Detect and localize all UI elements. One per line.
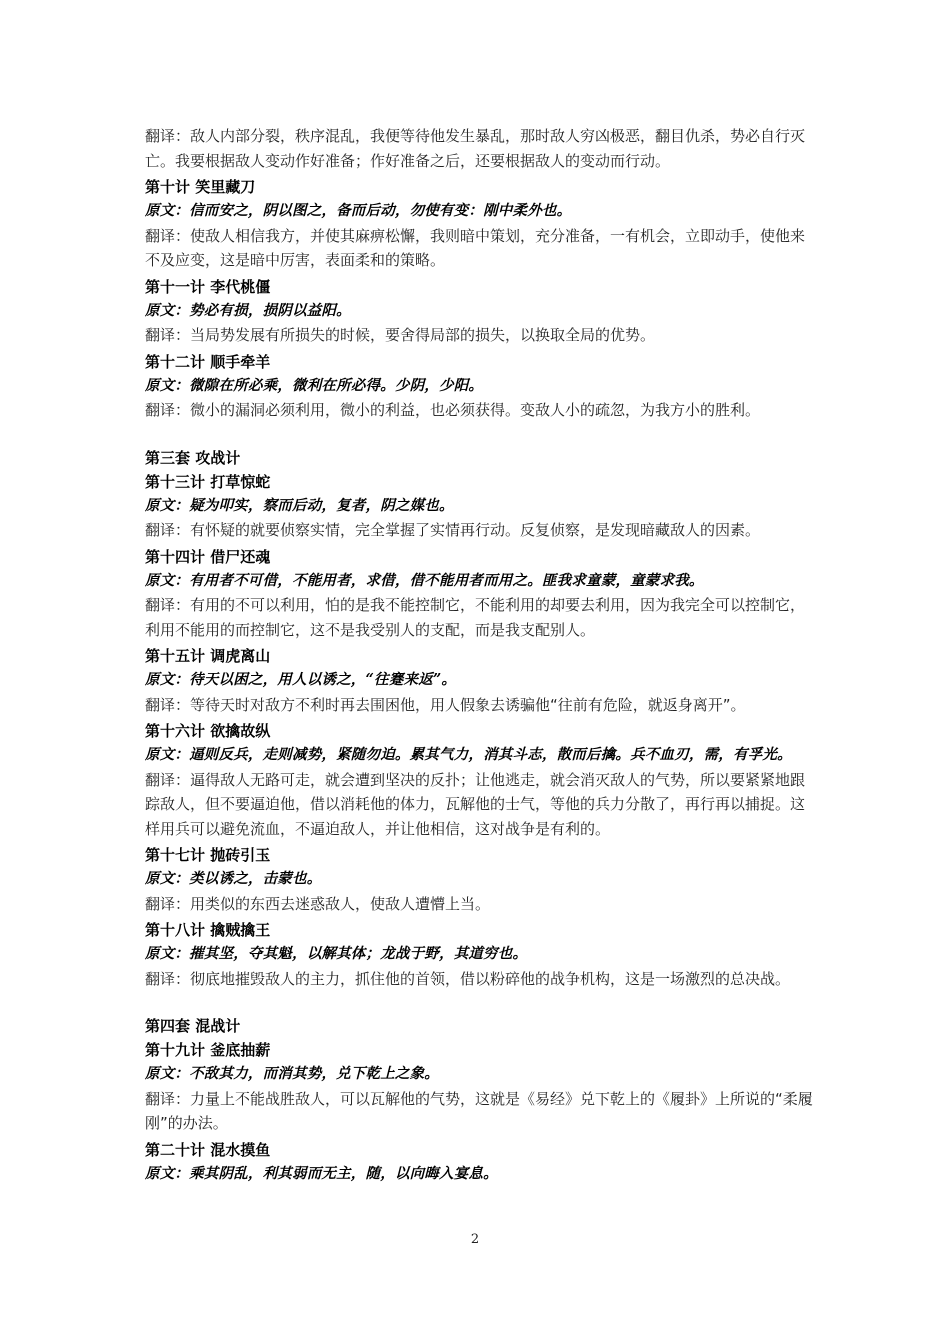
stratagem-heading: 第十八计 擒贼擒王: [145, 921, 271, 939]
stratagem-heading: 第十六计 欲擒故纵: [145, 722, 271, 740]
translation-paragraph: 翻译：敌人内部分裂，秩序混乱，我便等待他发生暴乱，那时敌人穷凶极恶，翻目仇杀，势必自行灭亡。我要根据敌人变动作好准备；作好准备之后，还要根据敌人的变动而行动。: [145, 127, 806, 170]
original-text: 原文：势必有损，损阴以益阳。: [145, 301, 351, 319]
translation-paragraph: 翻译：逼得敌人无路可走，就会遭到坚决的反扑；让他逃走，就会消灭敌人的气势，所以要紧紧地跟踪敌人，但不要逼迫他，借以消耗他的体力，瓦解他的士气，等他的兵力分散了，再行再以捕捉。这样用兵可以避免流血，不逼迫敌人，并让他相信，这对战争是有利的。: [145, 770, 806, 838]
translation-paragraph: 翻译：使敌人相信我方，并使其麻痹松懈，我则暗中策划，充分准备，一有机会，立即动手，使他来不及应变，这是暗中厉害，表面柔和的策略。: [145, 226, 806, 269]
translation-paragraph: 翻译：有用的不可以利用，怕的是我不能控制它，不能利用的却要去利用，因为我完全可以控制它，利用不能用的而控制它，这不是我受别人的支配，而是我支配别人。: [145, 596, 806, 639]
original-text: 原文：乘其阴乱，利其弱而无主，随，以向晦入宴息。: [145, 1164, 498, 1182]
translation-paragraph: 翻译：微小的漏洞必须利用，微小的利益，也必须获得。变敌人小的疏忽，为我方小的胜利。: [145, 401, 761, 419]
original-text: 原文：微隙在所必乘，微利在所必得。少阴，少阳。: [145, 376, 484, 394]
translation-paragraph: 翻译：力量上不能战胜敌人，可以瓦解他的气势，这就是《易经》兑下乾上的《履卦》上所说的“柔履刚”的办法。: [145, 1089, 813, 1132]
section-heading: 第四套 混战计: [145, 1017, 241, 1035]
stratagem-heading: 第十计 笑里藏刀: [145, 178, 256, 196]
original-text: 原文：有用者不可借，不能用者，求借，借不能用者而用之。匪我求童蒙，童蒙求我。: [145, 571, 704, 589]
original-text: 原文：疑为叩实，察而后动，复者，阴之媒也。: [145, 496, 454, 514]
stratagem-heading: 第十九计 釜底抽薪: [145, 1041, 271, 1059]
stratagem-heading: 第十五计 调虎离山: [145, 647, 271, 665]
stratagem-heading: 第十三计 打草惊蛇: [145, 472, 271, 491]
original-text: 原文：不敌其力，而消其势，兑下乾上之象。: [145, 1065, 439, 1082]
translation-paragraph: 翻译：等待天时对敌方不利时再去围困他，用人假象去诱骗他“往前有危险，就返身离开”。: [145, 695, 746, 714]
original-text: 原文：逼则反兵，走则减势，紧随勿迫。累其气力，消其斗志，散而后擒。兵不血刃，需，有孚光。: [145, 746, 792, 763]
stratagem-heading: 第十四计 借尸还魂: [145, 547, 271, 566]
original-text: 原文：待天以困之，用人以诱之，“往蹇来返”。: [145, 671, 457, 688]
stratagem-heading: 第十七计 抛砖引玉: [145, 846, 271, 864]
translation-paragraph: 翻译：用类似的东西去迷惑敌人，使敌人遭懵上当。: [145, 894, 491, 913]
original-text: 原文：信而安之，阴以图之，备而后动，勿使有变：刚中柔外也。: [145, 202, 572, 219]
stratagem-heading: 第十二计 顺手牵羊: [145, 352, 271, 371]
original-text: 原文：类以诱之，击蒙也。: [145, 870, 322, 887]
translation-paragraph: 翻译：彻底地摧毁敌人的主力，抓住他的首领，借以粉碎他的战争机构，这是一场激烈的总决战。: [145, 969, 791, 988]
original-text: 原文：摧其坚，夺其魁，以解其体；龙战于野，其道穷也。: [145, 945, 528, 962]
page-number: 2: [470, 1232, 480, 1247]
translation-paragraph: 翻译：有怀疑的就要侦察实情，完全掌握了实情再行动。反复侦察，是发现暗藏敌人的因素。: [145, 521, 761, 539]
translation-paragraph: 翻译：当局势发展有所损失的时候，要舍得局部的损失，以换取全局的优势。: [145, 326, 656, 344]
document-body: [145, 124, 815, 1186]
section-heading: 第三套 攻战计: [145, 448, 241, 467]
stratagem-heading: 第十一计 李代桃僵: [145, 277, 271, 296]
stratagem-heading: 第二十计 混水摸鱼: [145, 1140, 271, 1159]
